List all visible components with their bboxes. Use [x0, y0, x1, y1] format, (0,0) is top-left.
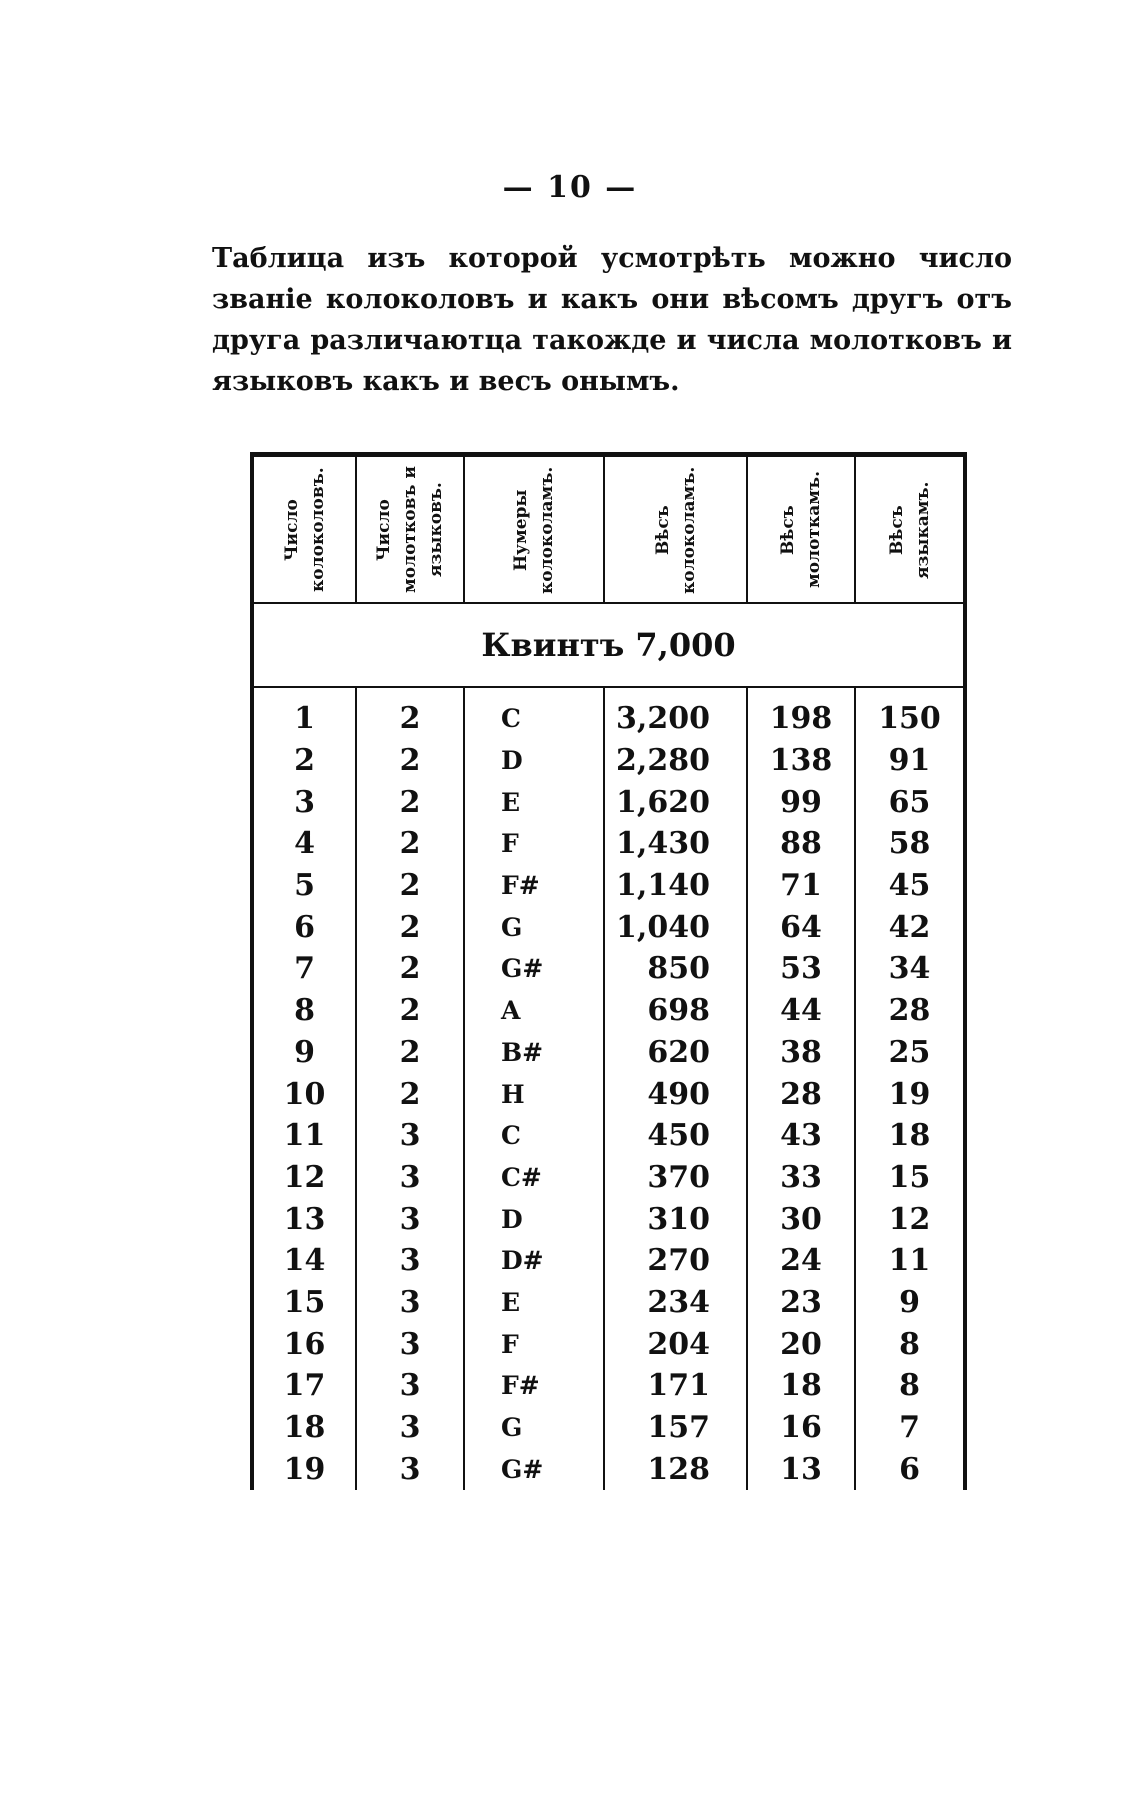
cell-bell-weight: 2,280: [604, 740, 747, 782]
header-bell-count: Число колоколовъ.: [252, 455, 356, 604]
cell-bell-number: 3: [252, 781, 356, 823]
cell-bell-number: 9: [252, 1032, 356, 1074]
cell-bell-weight: 620: [604, 1032, 747, 1074]
cell-tongue-weight: 11: [855, 1240, 965, 1282]
cell-bell-number: 2: [252, 740, 356, 782]
cell-hammer-count: 2: [356, 1073, 464, 1115]
cell-bell-number: 8: [252, 990, 356, 1032]
cell-hammer-count: 2: [356, 687, 464, 740]
cell-note: F#: [464, 865, 604, 907]
cell-tongue-weight: 6: [855, 1448, 965, 1490]
cell-note: C: [464, 1115, 604, 1157]
cell-hammer-weight: 53: [747, 948, 855, 990]
cell-tongue-weight: 12: [855, 1198, 965, 1240]
cell-hammer-weight: 33: [747, 1157, 855, 1199]
cell-bell-number: 10: [252, 1073, 356, 1115]
table-row: [252, 906, 965, 948]
cell-bell-weight: 270: [604, 1240, 747, 1282]
cell-bell-number: 5: [252, 865, 356, 907]
cell-bell-weight: 234: [604, 1282, 747, 1324]
table-row: [252, 1032, 965, 1074]
cell-tongue-weight: 28: [855, 990, 965, 1032]
cell-hammer-weight: 43: [747, 1115, 855, 1157]
cell-note: F: [464, 1323, 604, 1365]
table-row: [252, 1157, 965, 1199]
cell-tongue-weight: 15: [855, 1157, 965, 1199]
cell-hammer-count: 3: [356, 1448, 464, 1490]
cell-tongue-weight: 18: [855, 1115, 965, 1157]
cell-bell-weight: 450: [604, 1115, 747, 1157]
cell-hammer-count: 2: [356, 948, 464, 990]
cell-hammer-weight: 30: [747, 1198, 855, 1240]
section-row: [252, 603, 965, 687]
cell-hammer-weight: 99: [747, 781, 855, 823]
cell-note: F: [464, 823, 604, 865]
cell-bell-number: 1: [252, 687, 356, 740]
header-hammer-weight: Вѣсъ молоткамъ.: [747, 455, 855, 604]
cell-hammer-count: 2: [356, 740, 464, 782]
table-row: [252, 1115, 965, 1157]
cell-bell-weight: 157: [604, 1407, 747, 1449]
table-row: [252, 948, 965, 990]
header-bell-weight: Вѣсъ колоколамъ.: [604, 455, 747, 604]
cell-hammer-weight: 71: [747, 865, 855, 907]
cell-hammer-weight: 24: [747, 1240, 855, 1282]
cell-tongue-weight: 34: [855, 948, 965, 990]
cell-bell-weight: 698: [604, 990, 747, 1032]
cell-hammer-count: 2: [356, 906, 464, 948]
cell-bell-number: 18: [252, 1407, 356, 1449]
cell-hammer-weight: 28: [747, 1073, 855, 1115]
bell-weight-table: [250, 452, 967, 1490]
cell-bell-weight: 128: [604, 1448, 747, 1490]
table-row: [252, 1365, 965, 1407]
cell-hammer-count: 3: [356, 1365, 464, 1407]
table-row: [252, 1323, 965, 1365]
cell-bell-weight: 370: [604, 1157, 747, 1199]
cell-note: G#: [464, 1448, 604, 1490]
cell-bell-number: 15: [252, 1282, 356, 1324]
cell-note: C: [464, 687, 604, 740]
cell-note: E: [464, 1282, 604, 1324]
cell-bell-weight: 171: [604, 1365, 747, 1407]
section-title: Квинтъ 7,000: [252, 603, 965, 687]
table-row: [252, 865, 965, 907]
table-row: [252, 740, 965, 782]
table-row: [252, 1407, 965, 1449]
cell-hammer-weight: 23: [747, 1282, 855, 1324]
table-row: [252, 1448, 965, 1490]
cell-hammer-weight: 198: [747, 687, 855, 740]
cell-note: D#: [464, 1240, 604, 1282]
cell-hammer-weight: 20: [747, 1323, 855, 1365]
cell-tongue-weight: 42: [855, 906, 965, 948]
cell-hammer-weight: 44: [747, 990, 855, 1032]
cell-bell-weight: 3,200: [604, 687, 747, 740]
cell-note: G: [464, 1407, 604, 1449]
table-row: [252, 1240, 965, 1282]
cell-hammer-count: 2: [356, 990, 464, 1032]
header-hammer-count: Число молотковъ и языковъ.: [356, 455, 464, 604]
cell-bell-weight: 1,620: [604, 781, 747, 823]
cell-note: E: [464, 781, 604, 823]
header-tongue-weight: Вѣсъ языкамъ.: [855, 455, 965, 604]
cell-note: G: [464, 906, 604, 948]
table-body: [252, 687, 965, 1490]
table-row: [252, 781, 965, 823]
cell-bell-number: 11: [252, 1115, 356, 1157]
cell-hammer-count: 3: [356, 1198, 464, 1240]
cell-hammer-weight: 88: [747, 823, 855, 865]
cell-tongue-weight: 9: [855, 1282, 965, 1324]
table-row: [252, 1198, 965, 1240]
cell-hammer-weight: 138: [747, 740, 855, 782]
cell-bell-number: 17: [252, 1365, 356, 1407]
cell-bell-number: 13: [252, 1198, 356, 1240]
cell-hammer-weight: 64: [747, 906, 855, 948]
cell-bell-weight: 490: [604, 1073, 747, 1115]
cell-note: A: [464, 990, 604, 1032]
cell-bell-weight: 1,430: [604, 823, 747, 865]
cell-hammer-count: 2: [356, 1032, 464, 1074]
cell-bell-weight: 204: [604, 1323, 747, 1365]
cell-bell-weight: 1,040: [604, 906, 747, 948]
table-header-row: [252, 455, 965, 604]
table-row: [252, 687, 965, 740]
cell-tongue-weight: 7: [855, 1407, 965, 1449]
table-row: [252, 1282, 965, 1324]
cell-note: C#: [464, 1157, 604, 1199]
cell-tongue-weight: 58: [855, 823, 965, 865]
cell-hammer-weight: 13: [747, 1448, 855, 1490]
intro-text: Таблица изъ которой усмотрѣть можно число званіе колоколовъ и какъ они вѣсомъ другъ отъ друга различаютца такожде и числа молотковъ и языковъ какъ и весъ онымъ.: [212, 243, 1012, 397]
header-bell-numbers: Нумеры колоколамъ.: [464, 455, 604, 604]
cell-hammer-count: 3: [356, 1115, 464, 1157]
cell-bell-number: 16: [252, 1323, 356, 1365]
cell-note: H: [464, 1073, 604, 1115]
cell-bell-number: 7: [252, 948, 356, 990]
cell-bell-weight: 310: [604, 1198, 747, 1240]
cell-tongue-weight: 150: [855, 687, 965, 740]
cell-hammer-count: 2: [356, 865, 464, 907]
cell-tongue-weight: 8: [855, 1365, 965, 1407]
cell-bell-weight: 850: [604, 948, 747, 990]
cell-tongue-weight: 8: [855, 1323, 965, 1365]
cell-tongue-weight: 91: [855, 740, 965, 782]
cell-note: G#: [464, 948, 604, 990]
cell-note: D: [464, 1198, 604, 1240]
cell-hammer-weight: 18: [747, 1365, 855, 1407]
cell-hammer-count: 2: [356, 781, 464, 823]
cell-hammer-count: 3: [356, 1282, 464, 1324]
cell-bell-number: 14: [252, 1240, 356, 1282]
cell-hammer-weight: 38: [747, 1032, 855, 1074]
cell-bell-number: 19: [252, 1448, 356, 1490]
cell-bell-number: 6: [252, 906, 356, 948]
cell-note: D: [464, 740, 604, 782]
cell-hammer-weight: 16: [747, 1407, 855, 1449]
table-row: [252, 823, 965, 865]
cell-bell-number: 12: [252, 1157, 356, 1199]
cell-bell-weight: 1,140: [604, 865, 747, 907]
intro-paragraph: [212, 238, 1012, 402]
cell-tongue-weight: 65: [855, 781, 965, 823]
cell-hammer-count: 3: [356, 1157, 464, 1199]
table-row: [252, 990, 965, 1032]
cell-note: B#: [464, 1032, 604, 1074]
cell-hammer-count: 3: [356, 1240, 464, 1282]
cell-note: F#: [464, 1365, 604, 1407]
table-row: [252, 1073, 965, 1115]
cell-tongue-weight: 19: [855, 1073, 965, 1115]
cell-bell-number: 4: [252, 823, 356, 865]
cell-tongue-weight: 45: [855, 865, 965, 907]
cell-hammer-count: 3: [356, 1407, 464, 1449]
cell-hammer-count: 2: [356, 823, 464, 865]
cell-hammer-count: 3: [356, 1323, 464, 1365]
cell-tongue-weight: 25: [855, 1032, 965, 1074]
page-number: — 10 —: [502, 170, 638, 205]
